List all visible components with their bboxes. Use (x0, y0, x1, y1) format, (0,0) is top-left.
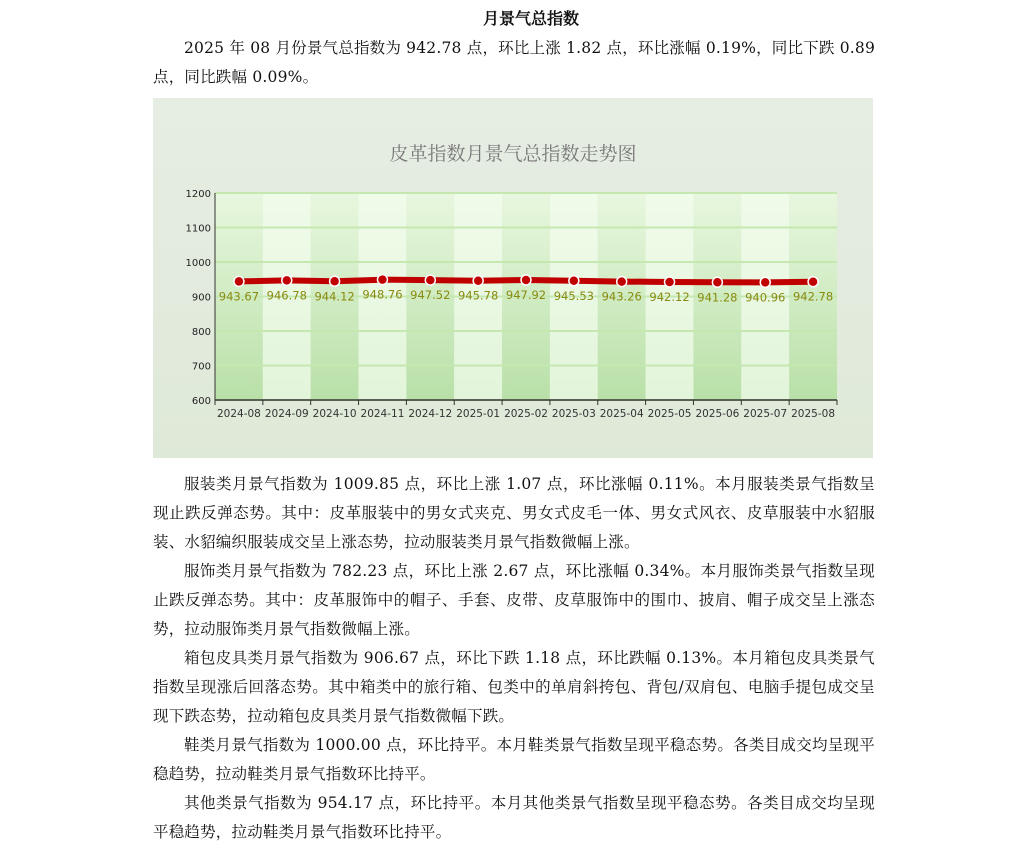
x-tick-label: 2025-01 (456, 408, 501, 420)
data-point (330, 276, 340, 286)
paragraph-apparel: 服装类月景气指数为 1009.85 点，环比上涨 1.07 点，环比涨幅 0.11%。本月服装类景气指数呈现止跌反弹态势。其中：皮革服装中的男女式夹克、男女式皮毛一体、男女式风衣、皮草服装中水貂服装、水貂编织服装成交呈上涨态势，拉动服装类月景气指数微幅上涨。 (153, 475, 875, 551)
data-point (473, 276, 483, 286)
data-label: 943.67 (218, 289, 260, 304)
data-point (808, 277, 818, 287)
data-point (521, 275, 531, 285)
data-point (282, 275, 292, 285)
data-label: 945.78 (458, 288, 499, 303)
data-label: 946.78 (266, 288, 307, 303)
paragraph-shoes: 鞋类月景气指数为 1000.00 点，环比持平。本月鞋类景气指数呈现平稳态势。各类目成交均呈现平稳趋势，拉动鞋类月景气指数环比持平。 (153, 736, 875, 783)
x-tick-label: 2025-08 (791, 408, 836, 420)
data-label: 943.26 (601, 289, 642, 304)
data-label: 941.28 (697, 290, 738, 305)
y-tick-label: 600 (191, 396, 211, 407)
data-point (425, 275, 435, 285)
chart-title: 皮革指数月景气总指数走势图 (389, 143, 637, 165)
data-label: 942.12 (649, 289, 690, 304)
body-text (153, 470, 875, 847)
x-tick-label: 2025-04 (599, 408, 644, 420)
data-point (617, 277, 627, 287)
trend-chart (153, 98, 873, 458)
data-label: 944.12 (314, 289, 355, 304)
chart-svg (153, 98, 873, 458)
data-label: 940.96 (745, 290, 786, 305)
data-point (377, 275, 387, 285)
x-tick-label: 2024-08 (216, 408, 261, 420)
data-label: 948.76 (362, 287, 403, 302)
x-tick-label: 2024-12 (408, 408, 453, 420)
y-tick-label: 1000 (185, 258, 211, 269)
data-point (760, 277, 770, 287)
x-tick-label: 2024-11 (360, 408, 405, 420)
x-tick-label: 2025-02 (504, 408, 548, 420)
data-point (712, 277, 722, 287)
y-tick-label: 1100 (185, 223, 211, 235)
y-tick-label: 900 (191, 292, 211, 304)
data-label: 945.53 (553, 288, 594, 303)
y-tick-label: 700 (191, 361, 211, 373)
x-tick-label: 2024-09 (264, 408, 309, 420)
data-label: 947.92 (505, 287, 547, 302)
x-tick-label: 2025-07 (743, 408, 788, 420)
intro-paragraph: 2025 年 08 月份景气总指数为 942.78 点，环比上涨 1.82 点，环比涨幅 0.19%，同比下跌 0.89 点，同比跌幅 0.09%。 (153, 39, 876, 86)
x-tick-label: 2025-03 (551, 408, 596, 420)
x-tick-label: 2025-06 (695, 408, 740, 420)
data-point (234, 276, 244, 286)
paragraph-other: 其他类景气指数为 954.17 点，环比持平。本月其他类景气指数呈现平稳态势。各类目成交均呈现平稳趋势，拉动鞋类月景气指数环比持平。 (153, 794, 875, 841)
paragraph-accessories: 服饰类月景气指数为 782.23 点，环比上涨 2.67 点，环比涨幅 0.34%。本月服饰类景气指数呈现止跌反弹态势。其中：皮革服饰中的帽子、手套、皮带、皮草服饰中的围巾、披肩、帽子成交呈上涨态势，拉动服饰类月景气指数微幅上涨。 (153, 562, 875, 638)
data-point (665, 277, 675, 287)
data-point (569, 276, 579, 286)
data-label: 942.78 (792, 289, 834, 304)
section-heading: 月景气总指数 (482, 9, 579, 28)
y-tick-label: 800 (191, 327, 211, 338)
x-tick-label: 2024-10 (312, 408, 357, 420)
data-label: 947.52 (410, 288, 451, 303)
y-tick-label: 1200 (185, 189, 211, 200)
x-tick-label: 2025-05 (647, 408, 692, 420)
paragraph-bags: 箱包皮具类月景气指数为 906.67 点，环比下跌 1.18 点，环比跌幅 0.13%。本月箱包皮具类景气指数呈现涨后回落态势。其中箱类中的旅行箱、包类中的单肩斜挎包、背包/双肩包、电脑手提包成交呈现下跌态势，拉动箱包皮具类月景气指数微幅下跌。 (153, 649, 875, 725)
